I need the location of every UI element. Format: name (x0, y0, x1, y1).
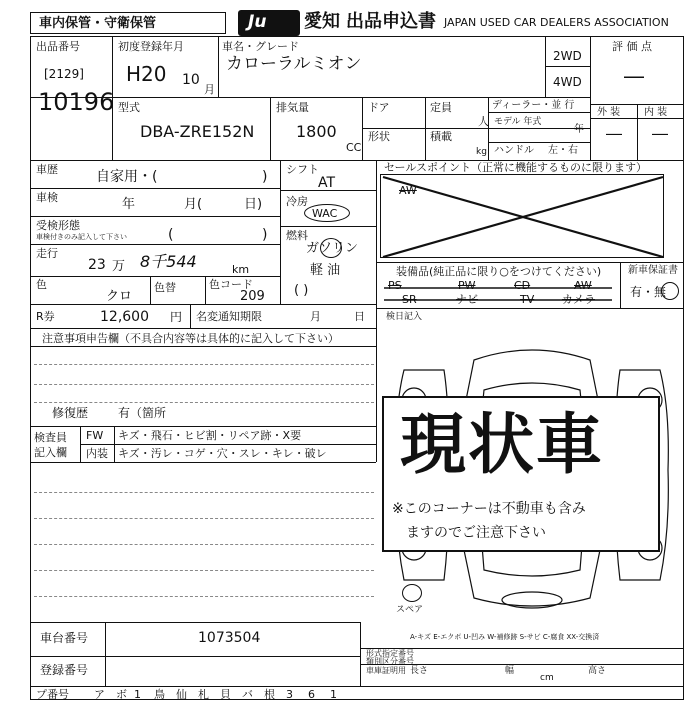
selling-points-label: セールスポイント（正常に機能するものに限ります） (384, 161, 648, 174)
model-year-unit: 年 (574, 124, 584, 135)
intake-note: 車検付きのみ記入して下さい (36, 233, 127, 241)
r-ticket-label: R券 (36, 310, 55, 323)
equip-ps: PS (388, 279, 402, 292)
plate-item-4: 鳥 (154, 688, 165, 701)
equip-cd: CD (514, 279, 531, 292)
plate-item-10: 3 (286, 688, 293, 701)
color-change-label: 色替 (154, 281, 176, 294)
equip-pw: PW (458, 279, 476, 292)
plate-item-7: 貝 (220, 688, 231, 701)
model-label: 型式 (118, 101, 140, 114)
ju-logo (238, 10, 300, 36)
history-close: ) (262, 169, 268, 185)
lot-sub: [2129] (44, 67, 84, 81)
inspection-label: 車検 (36, 191, 58, 204)
repair-history-value: 有（箇所 (118, 406, 167, 420)
plate-item-11: 6 (308, 688, 315, 701)
width-label: 幅 (505, 666, 515, 676)
status-box (382, 396, 660, 552)
fuel-circle (320, 238, 342, 258)
shape-label: 形状 (368, 130, 390, 143)
handle-options: 左・右 (548, 145, 578, 156)
chassis-label: 車台番号 (40, 631, 89, 645)
exterior-rating: ― (606, 124, 622, 143)
storage-note: 車内保管・守衛保管 (39, 16, 157, 31)
fuel-other: ( ) (294, 283, 309, 298)
inspector-label-bottom: 記入欄 (34, 446, 67, 459)
chassis-number: 1073504 (198, 630, 261, 646)
plate-item-1: ア (94, 688, 105, 701)
plate-check-label: 検日記入 (386, 312, 423, 322)
equip-sr: SR (402, 293, 417, 306)
inspector-label-top: 検査員 (34, 431, 67, 444)
ac-label: 冷房 (286, 195, 308, 208)
spare-tire-icon (402, 584, 422, 602)
status-note-line1: ※このコーナーは不動車も含み (392, 501, 586, 517)
inspection-month: 月( (184, 197, 203, 212)
rating-score: ― (624, 64, 644, 88)
plate-number-row (30, 688, 360, 700)
notes-label: 注意事項申告欄（不具合内容等は具体的に記入して下さい） (42, 332, 339, 345)
model-code: DBA-ZRE152N (140, 122, 255, 141)
equip-tv: TV (520, 293, 535, 306)
load-unit: kg (476, 147, 487, 157)
color-code: 209 (240, 289, 265, 304)
form-type-label: 形式指定番号 (366, 649, 414, 658)
exterior-label: 外 装 (597, 107, 621, 118)
plate-item-9: 根 (264, 688, 275, 701)
status-note-line2: ますのでご注意下さい (406, 525, 546, 541)
equip-navi: ナビ (456, 293, 478, 306)
cross-out-mark (381, 175, 665, 259)
plate-item-6: 札 (198, 688, 209, 701)
intake-paren-close: ) (262, 227, 268, 243)
shift-label: シフト (286, 163, 319, 176)
capacity-unit: 人 (478, 115, 489, 128)
fw-codes: キズ・飛石・ヒビ割・リペア跡・X要 (118, 429, 302, 442)
repair-history-label: 修復歴 (52, 406, 89, 420)
length-label: 長さ (410, 666, 429, 676)
mileage-label: 走行 (36, 247, 58, 260)
displacement-label: 排気量 (276, 101, 309, 114)
color-code-label: 色コード (209, 278, 253, 291)
name-change-day: 日 (354, 310, 365, 323)
load-label: 積載 (430, 130, 452, 143)
interior-label: 内 装 (644, 107, 668, 118)
car-name-label: 車名・グレード (222, 40, 299, 53)
cm-label-1: cm (540, 673, 554, 683)
mileage-man: 万 (112, 259, 126, 274)
r-ticket-value: 12,600 (100, 309, 149, 325)
mileage-rest: 8千544 (140, 252, 197, 271)
equipment-items (384, 280, 614, 306)
selling-point-crossed: AW (399, 184, 417, 197)
name-change-month: 月 (310, 310, 321, 323)
displacement-unit: CC (346, 141, 362, 154)
damage-legend: A-キズ E-エクボ U-凹み W-補修跡 S-サビ C-腐食 XX-交換済 (410, 633, 600, 641)
inspection-year: 年 (122, 197, 136, 212)
handle-label: ハンドル (494, 145, 534, 156)
plate-item-8: バ (242, 688, 253, 701)
intake-paren-open: ( (168, 227, 174, 243)
class-label: 類別区分番号 (366, 657, 414, 666)
association-name: JAPAN USED CAR DEALERS ASSOCIATION (444, 16, 669, 29)
height-label: 高さ (588, 666, 607, 676)
car-name: カローラルミオン (226, 54, 362, 74)
status-title: 現状車 (400, 406, 604, 483)
history-value: 自家用・( (96, 169, 158, 185)
mileage-value: 23 (88, 257, 106, 273)
fuel-gas: ガソリン (306, 241, 359, 256)
ju-logo-text: Ju (248, 12, 267, 32)
fuel-label: 燃料 (286, 229, 308, 242)
first-reg-month: 10 (182, 72, 200, 88)
model-year-label: モデル 年式 (494, 117, 542, 127)
lot-label: 出品番号 (36, 40, 80, 53)
warranty-circle (661, 282, 679, 300)
plate-item-5: 仙 (176, 688, 187, 701)
warranty-label: 新車保証書 (628, 265, 678, 276)
fuel-diesel: 軽 油 (310, 263, 341, 278)
interior-rating: ― (652, 124, 668, 143)
registration-label: 登録番号 (40, 663, 89, 677)
history-label: 車歴 (36, 163, 58, 176)
month-unit: 月 (204, 83, 215, 96)
mileage-unit: km (232, 263, 250, 276)
interior-codes: キズ・汚レ・コゲ・穴・スレ・キレ・破レ (118, 447, 327, 460)
storage-note-box (30, 12, 226, 34)
equip-aw: AW (574, 279, 592, 292)
color-label: 色 (36, 278, 47, 291)
door-label: ドア (368, 101, 390, 114)
plate-item-2: ボ (116, 688, 127, 701)
org-name: 愛知 (304, 11, 340, 32)
ac-value: WAC (312, 207, 338, 220)
form-title: 出品申込書 (346, 11, 436, 32)
plate-item-12: 1 (330, 688, 337, 701)
first-reg-label: 初度登録年月 (118, 40, 184, 53)
fw-label: FW (86, 429, 104, 442)
selling-points-box (380, 174, 664, 258)
dealer-label: ディーラー・並 行 (492, 100, 575, 111)
equip-camera: カメラ (562, 293, 595, 306)
drive-2wd: 2WD (553, 49, 582, 63)
color-value: クロ (106, 289, 133, 304)
drive-4wd: 4WD (553, 75, 582, 89)
inspection-day: 日) (244, 197, 263, 212)
capacity-label: 定員 (430, 101, 452, 114)
name-change-label: 名変通知期限 (196, 310, 262, 323)
first-reg-year: H20 (126, 62, 167, 86)
interior-code-label: 内装 (86, 447, 108, 460)
spare-label: スペア (396, 605, 424, 615)
lot-number: 10196 (38, 88, 115, 116)
plate-item-3: 1 (134, 688, 141, 701)
r-ticket-unit: 円 (170, 310, 183, 324)
cert-label: 車庫証明用 (366, 666, 406, 675)
equipment-label: 装備品(純正品に限り○をつけてください) (396, 265, 602, 278)
shift-value: AT (318, 175, 336, 191)
rating-label: 評 価 点 (612, 40, 652, 53)
intake-label: 受検形態 (36, 219, 80, 232)
plate-number-label: プ番号 (36, 688, 69, 701)
displacement-value: 1800 (296, 122, 337, 141)
warranty-value: 有・無 (630, 285, 667, 299)
equipment-strike (384, 280, 614, 306)
